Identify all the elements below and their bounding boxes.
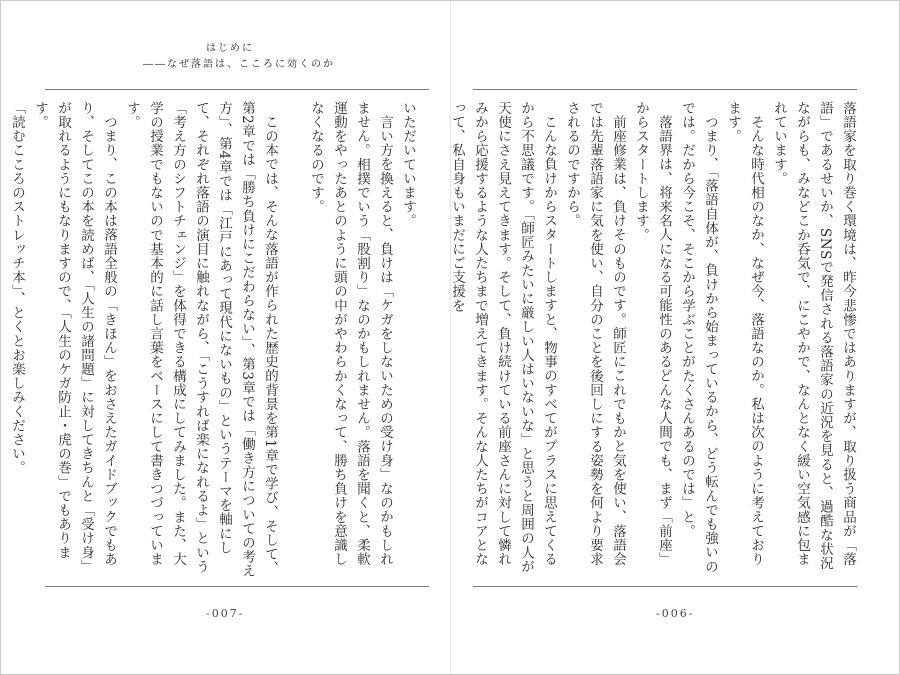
right-page-text xyxy=(449,101,859,579)
paragraph: 言い方を換えると、負けは「ケガをしないための受け身」なのかもしれません。相撲でいう「股割り」なのかもしれません。落語を聞くと、柔軟運動をやったあとのように頭の中がやわらかくなって、勝ち負けを意識しなくなるのです。 xyxy=(308,101,393,567)
paragraph: 「読むこころのストレッチ本」、とくとお楽しみください。 xyxy=(9,101,25,475)
paragraph: 落語家を取り巻く環境は、昨今悲惨ではありますが、取り扱う商品が「落語」であるせいか、SNSで発信される落語家の近況を見ると、過酷な状況ながらも、みなどこか呑気で、にこやかで、なんとなく緩い空気感に包まれています。 xyxy=(771,101,856,571)
paragraph: 落語界は、将来名人になる可能性のあるどんな人間でも、まず「前座」からスタートします。 xyxy=(633,101,672,566)
paragraph: この本では、そんな落語が作られた歴史的背景を第1章で学び、そして、第2章では「勝ち負けにこだわらない」、第3章では「働き方についての考え方」、第4章では「江戸にあって現代にないもの」というテーマを軸にして、それぞれ落語の演目に触れながら、「こうすれば楽になれるよ」という「考え方のシフトチェンジ」を体得できる構成にしてみました。また、大学の授業でもないので基本的に話し言葉をベースにして書きつづっています。 xyxy=(124,101,278,578)
paragraph: そんな時代相のなか、なぜ今、落語なのか。私は次のように考えております。 xyxy=(725,101,764,566)
page-number-right: -006- xyxy=(656,607,695,620)
top-rule-right xyxy=(473,89,857,90)
bottom-rule-left xyxy=(45,586,429,587)
paragraph: つまり、「落語自体が、負けから始まっているから、どう転んでも強いのでは。だから今こそ、そこから学ぶことがたくさんあるのでは」と。 xyxy=(679,101,718,574)
page-number-left: -007- xyxy=(206,607,245,620)
paragraph: いただいています。 xyxy=(400,101,416,228)
top-rule-left xyxy=(45,89,429,90)
paragraph: 前座修業は、負けそのものです。師匠にこれでもかと気を使い、落語会では先輩落語家に気を使い、自分のことを後回しにする姿勢を何より要求されるのですから。 xyxy=(564,101,626,567)
bottom-rule-right xyxy=(473,586,857,587)
chapter-label: はじめに xyxy=(206,43,254,54)
left-page-text xyxy=(9,101,419,579)
paragraph: こんな負けからスタートしますと、物事のすべてがプラスに思えてくるから不思議です。「師匠みたいに厳しい人はいないな」と思うと周囲の人が天使にさえ見えてきます。そして、負け続けている前座さんに対して憐れみから応援するような人たちまで増えてきます。そんな人たちがコアとなって、私自身もいまだにご支援を xyxy=(449,101,557,574)
chapter-subtitle: ――なぜ落語は、こころに効くのか xyxy=(143,59,335,70)
paragraph: つまり、この本は落語全般の「きほん」をおさえたガイドブックでもあり、そしてこの本を読めば、「人生の諸問題」に対してきちんと「受け身」が取れるようにもなりますので、「人生のケガ防止・虎の巻」でもあります。 xyxy=(32,101,117,574)
